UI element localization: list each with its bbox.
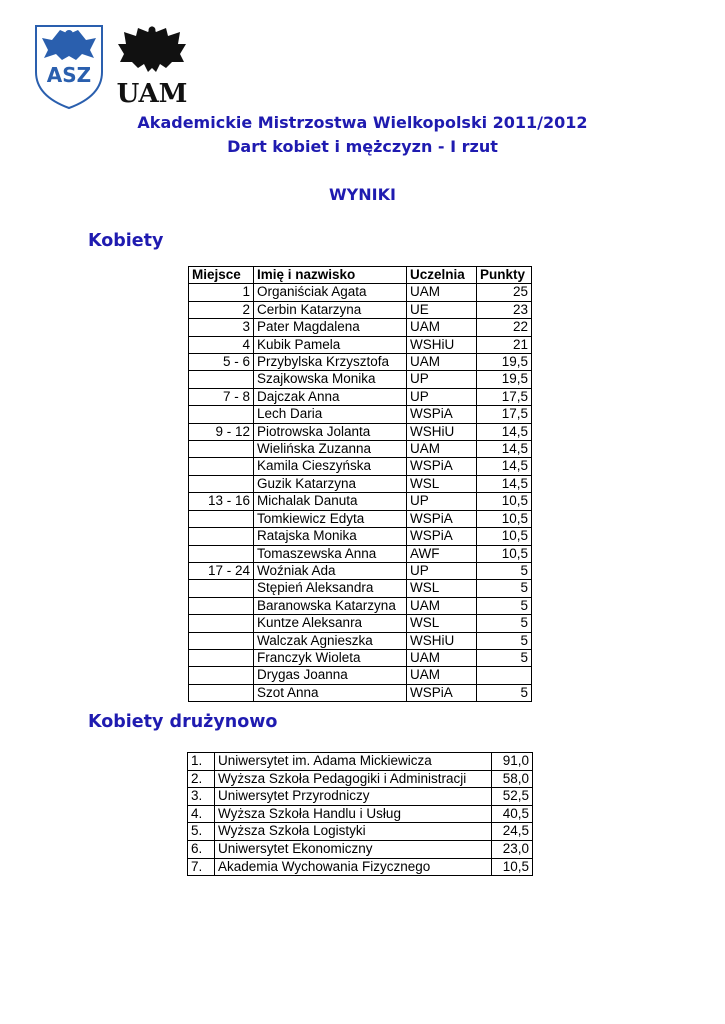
table-row [189, 406, 532, 423]
table-row [189, 458, 532, 475]
university-cell: UAM [407, 319, 477, 336]
name-cell: Wielińska Zuzanna [254, 441, 407, 458]
table-row [189, 493, 532, 510]
name-cell: Cerbin Katarzyna [254, 301, 407, 318]
team-name-cell: Uniwersytet Ekonomiczny [215, 840, 492, 858]
place-cell [189, 667, 254, 684]
table-row [189, 667, 532, 684]
place-cell: 13 - 16 [189, 493, 254, 510]
name-cell: Franczyk Wioleta [254, 649, 407, 666]
name-cell: Walczak Agnieszka [254, 632, 407, 649]
place-cell [189, 545, 254, 562]
place-cell [189, 684, 254, 701]
table-row [189, 615, 532, 632]
table-row [188, 753, 533, 771]
svg-text:UAM: UAM [116, 79, 188, 109]
place-cell: 2 [189, 301, 254, 318]
column-header-points: Punkty [477, 267, 532, 284]
page-subtitle: Dart kobiet i mężczyzn - I rzut [227, 137, 498, 156]
university-cell: WSHiU [407, 423, 477, 440]
rank-cell: 3. [188, 788, 215, 806]
table-row [188, 770, 533, 788]
name-cell: Woźniak Ada [254, 562, 407, 579]
university-cell: UP [407, 388, 477, 405]
rank-cell: 4. [188, 805, 215, 823]
university-cell: WSPiA [407, 458, 477, 475]
table-row [188, 840, 533, 858]
table-row [189, 354, 532, 371]
table-row [189, 336, 532, 353]
university-cell: UE [407, 301, 477, 318]
name-cell: Tomaszewska Anna [254, 545, 407, 562]
points-cell: 10,5 [477, 545, 532, 562]
table-row [189, 441, 532, 458]
team-name-cell: Uniwersytet Przyrodniczy [215, 788, 492, 806]
points-cell: 17,5 [477, 388, 532, 405]
university-cell: WSL [407, 580, 477, 597]
table-row [189, 475, 532, 492]
team-points-cell: 58,0 [492, 770, 533, 788]
table-row [189, 684, 532, 701]
team-points-cell: 91,0 [492, 753, 533, 771]
points-cell: 10,5 [477, 528, 532, 545]
page-title: Akademickie Mistrzostwa Wielkopolski 2011/2012 [137, 113, 588, 132]
university-cell: UAM [407, 354, 477, 371]
university-cell: WSHiU [407, 632, 477, 649]
place-cell [189, 580, 254, 597]
points-cell: 5 [477, 580, 532, 597]
university-cell: UAM [407, 667, 477, 684]
team-points-cell: 23,0 [492, 840, 533, 858]
table-row [188, 788, 533, 806]
table-row [189, 528, 532, 545]
name-cell: Szot Anna [254, 684, 407, 701]
points-cell: 5 [477, 684, 532, 701]
team-name-cell: Wyższa Szkoła Logistyki [215, 823, 492, 841]
name-cell: Szajkowska Monika [254, 371, 407, 388]
points-cell: 5 [477, 649, 532, 666]
table-row [189, 284, 532, 301]
points-cell: 5 [477, 632, 532, 649]
points-cell: 5 [477, 562, 532, 579]
university-cell: WSPiA [407, 528, 477, 545]
points-cell: 14,5 [477, 441, 532, 458]
name-cell: Michalak Danuta [254, 493, 407, 510]
women-team-table [187, 752, 533, 876]
points-cell [477, 667, 532, 684]
university-cell: AWF [407, 545, 477, 562]
name-cell: Baranowska Katarzyna [254, 597, 407, 614]
table-header-row [189, 267, 532, 284]
university-cell: UP [407, 493, 477, 510]
university-cell: WSHiU [407, 336, 477, 353]
place-cell [189, 458, 254, 475]
name-cell: Stępień Aleksandra [254, 580, 407, 597]
name-cell: Tomkiewicz Edyta [254, 510, 407, 527]
asz-logo [30, 20, 108, 110]
points-cell: 5 [477, 615, 532, 632]
place-cell [189, 510, 254, 527]
points-cell: 10,5 [477, 493, 532, 510]
rank-cell: 1. [188, 753, 215, 771]
name-cell: Piotrowska Jolanta [254, 423, 407, 440]
university-cell: WSPiA [407, 510, 477, 527]
table-row [189, 545, 532, 562]
university-cell: UAM [407, 597, 477, 614]
team-name-cell: Wyższa Szkoła Pedagogiki i Administracji [215, 770, 492, 788]
women-section-title: Kobiety [88, 231, 164, 251]
place-cell [189, 371, 254, 388]
points-cell: 5 [477, 597, 532, 614]
table-row [189, 562, 532, 579]
university-cell: UAM [407, 284, 477, 301]
table-row [189, 371, 532, 388]
table-row [189, 597, 532, 614]
team-points-cell: 24,5 [492, 823, 533, 841]
place-cell: 3 [189, 319, 254, 336]
place-cell [189, 528, 254, 545]
team-points-cell: 40,5 [492, 805, 533, 823]
women-results-table [188, 266, 532, 702]
name-cell: Ratajska Monika [254, 528, 407, 545]
table-row [188, 858, 533, 876]
name-cell: Organiściak Agata [254, 284, 407, 301]
table-row [189, 580, 532, 597]
name-cell: Pater Magdalena [254, 319, 407, 336]
points-cell: 23 [477, 301, 532, 318]
team-points-cell: 10,5 [492, 858, 533, 876]
team-name-cell: Uniwersytet im. Adama Mickiewicza [215, 753, 492, 771]
name-cell: Guzik Katarzyna [254, 475, 407, 492]
points-cell: 14,5 [477, 458, 532, 475]
table-row [189, 423, 532, 440]
place-cell: 9 - 12 [189, 423, 254, 440]
university-cell: UP [407, 562, 477, 579]
place-cell [189, 632, 254, 649]
points-cell: 19,5 [477, 354, 532, 371]
table-row [188, 823, 533, 841]
place-cell [189, 597, 254, 614]
name-cell: Przybylska Krzysztofa [254, 354, 407, 371]
place-cell [189, 615, 254, 632]
svg-text:ASZ: ASZ [46, 63, 92, 87]
table-row [189, 319, 532, 336]
women-team-section-title: Kobiety drużynowo [88, 712, 278, 732]
name-cell: Lech Daria [254, 406, 407, 423]
points-cell: 22 [477, 319, 532, 336]
points-cell: 21 [477, 336, 532, 353]
name-cell: Kamila Cieszyńska [254, 458, 407, 475]
table-row [189, 301, 532, 318]
points-cell: 19,5 [477, 371, 532, 388]
points-cell: 10,5 [477, 510, 532, 527]
name-cell: Kubik Pamela [254, 336, 407, 353]
university-cell: WSPiA [407, 406, 477, 423]
university-cell: WSL [407, 615, 477, 632]
place-cell [189, 649, 254, 666]
uam-logo [116, 22, 188, 110]
team-points-cell: 52,5 [492, 788, 533, 806]
rank-cell: 6. [188, 840, 215, 858]
place-cell [189, 441, 254, 458]
rank-cell: 2. [188, 770, 215, 788]
team-name-cell: Akademia Wychowania Fizycznego [215, 858, 492, 876]
university-cell: UP [407, 371, 477, 388]
rank-cell: 5. [188, 823, 215, 841]
name-cell: Drygas Joanna [254, 667, 407, 684]
place-cell: 17 - 24 [189, 562, 254, 579]
place-cell [189, 475, 254, 492]
place-cell: 4 [189, 336, 254, 353]
place-cell [189, 406, 254, 423]
name-cell: Kuntze Aleksanra [254, 615, 407, 632]
column-header-university: Uczelnia [407, 267, 477, 284]
points-cell: 25 [477, 284, 532, 301]
points-cell: 14,5 [477, 475, 532, 492]
table-row [189, 649, 532, 666]
university-cell: WSL [407, 475, 477, 492]
university-cell: WSPiA [407, 684, 477, 701]
team-name-cell: Wyższa Szkoła Handlu i Usług [215, 805, 492, 823]
place-cell: 5 - 6 [189, 354, 254, 371]
university-cell: UAM [407, 649, 477, 666]
place-cell: 1 [189, 284, 254, 301]
table-row [189, 632, 532, 649]
results-heading: WYNIKI [329, 185, 396, 204]
points-cell: 14,5 [477, 423, 532, 440]
table-row [189, 388, 532, 405]
table-row [188, 805, 533, 823]
points-cell: 17,5 [477, 406, 532, 423]
table-row [189, 510, 532, 527]
column-header-place: Miejsce [189, 267, 254, 284]
name-cell: Dajczak Anna [254, 388, 407, 405]
place-cell: 7 - 8 [189, 388, 254, 405]
university-cell: UAM [407, 441, 477, 458]
column-header-name: Imię i nazwisko [254, 267, 407, 284]
rank-cell: 7. [188, 858, 215, 876]
